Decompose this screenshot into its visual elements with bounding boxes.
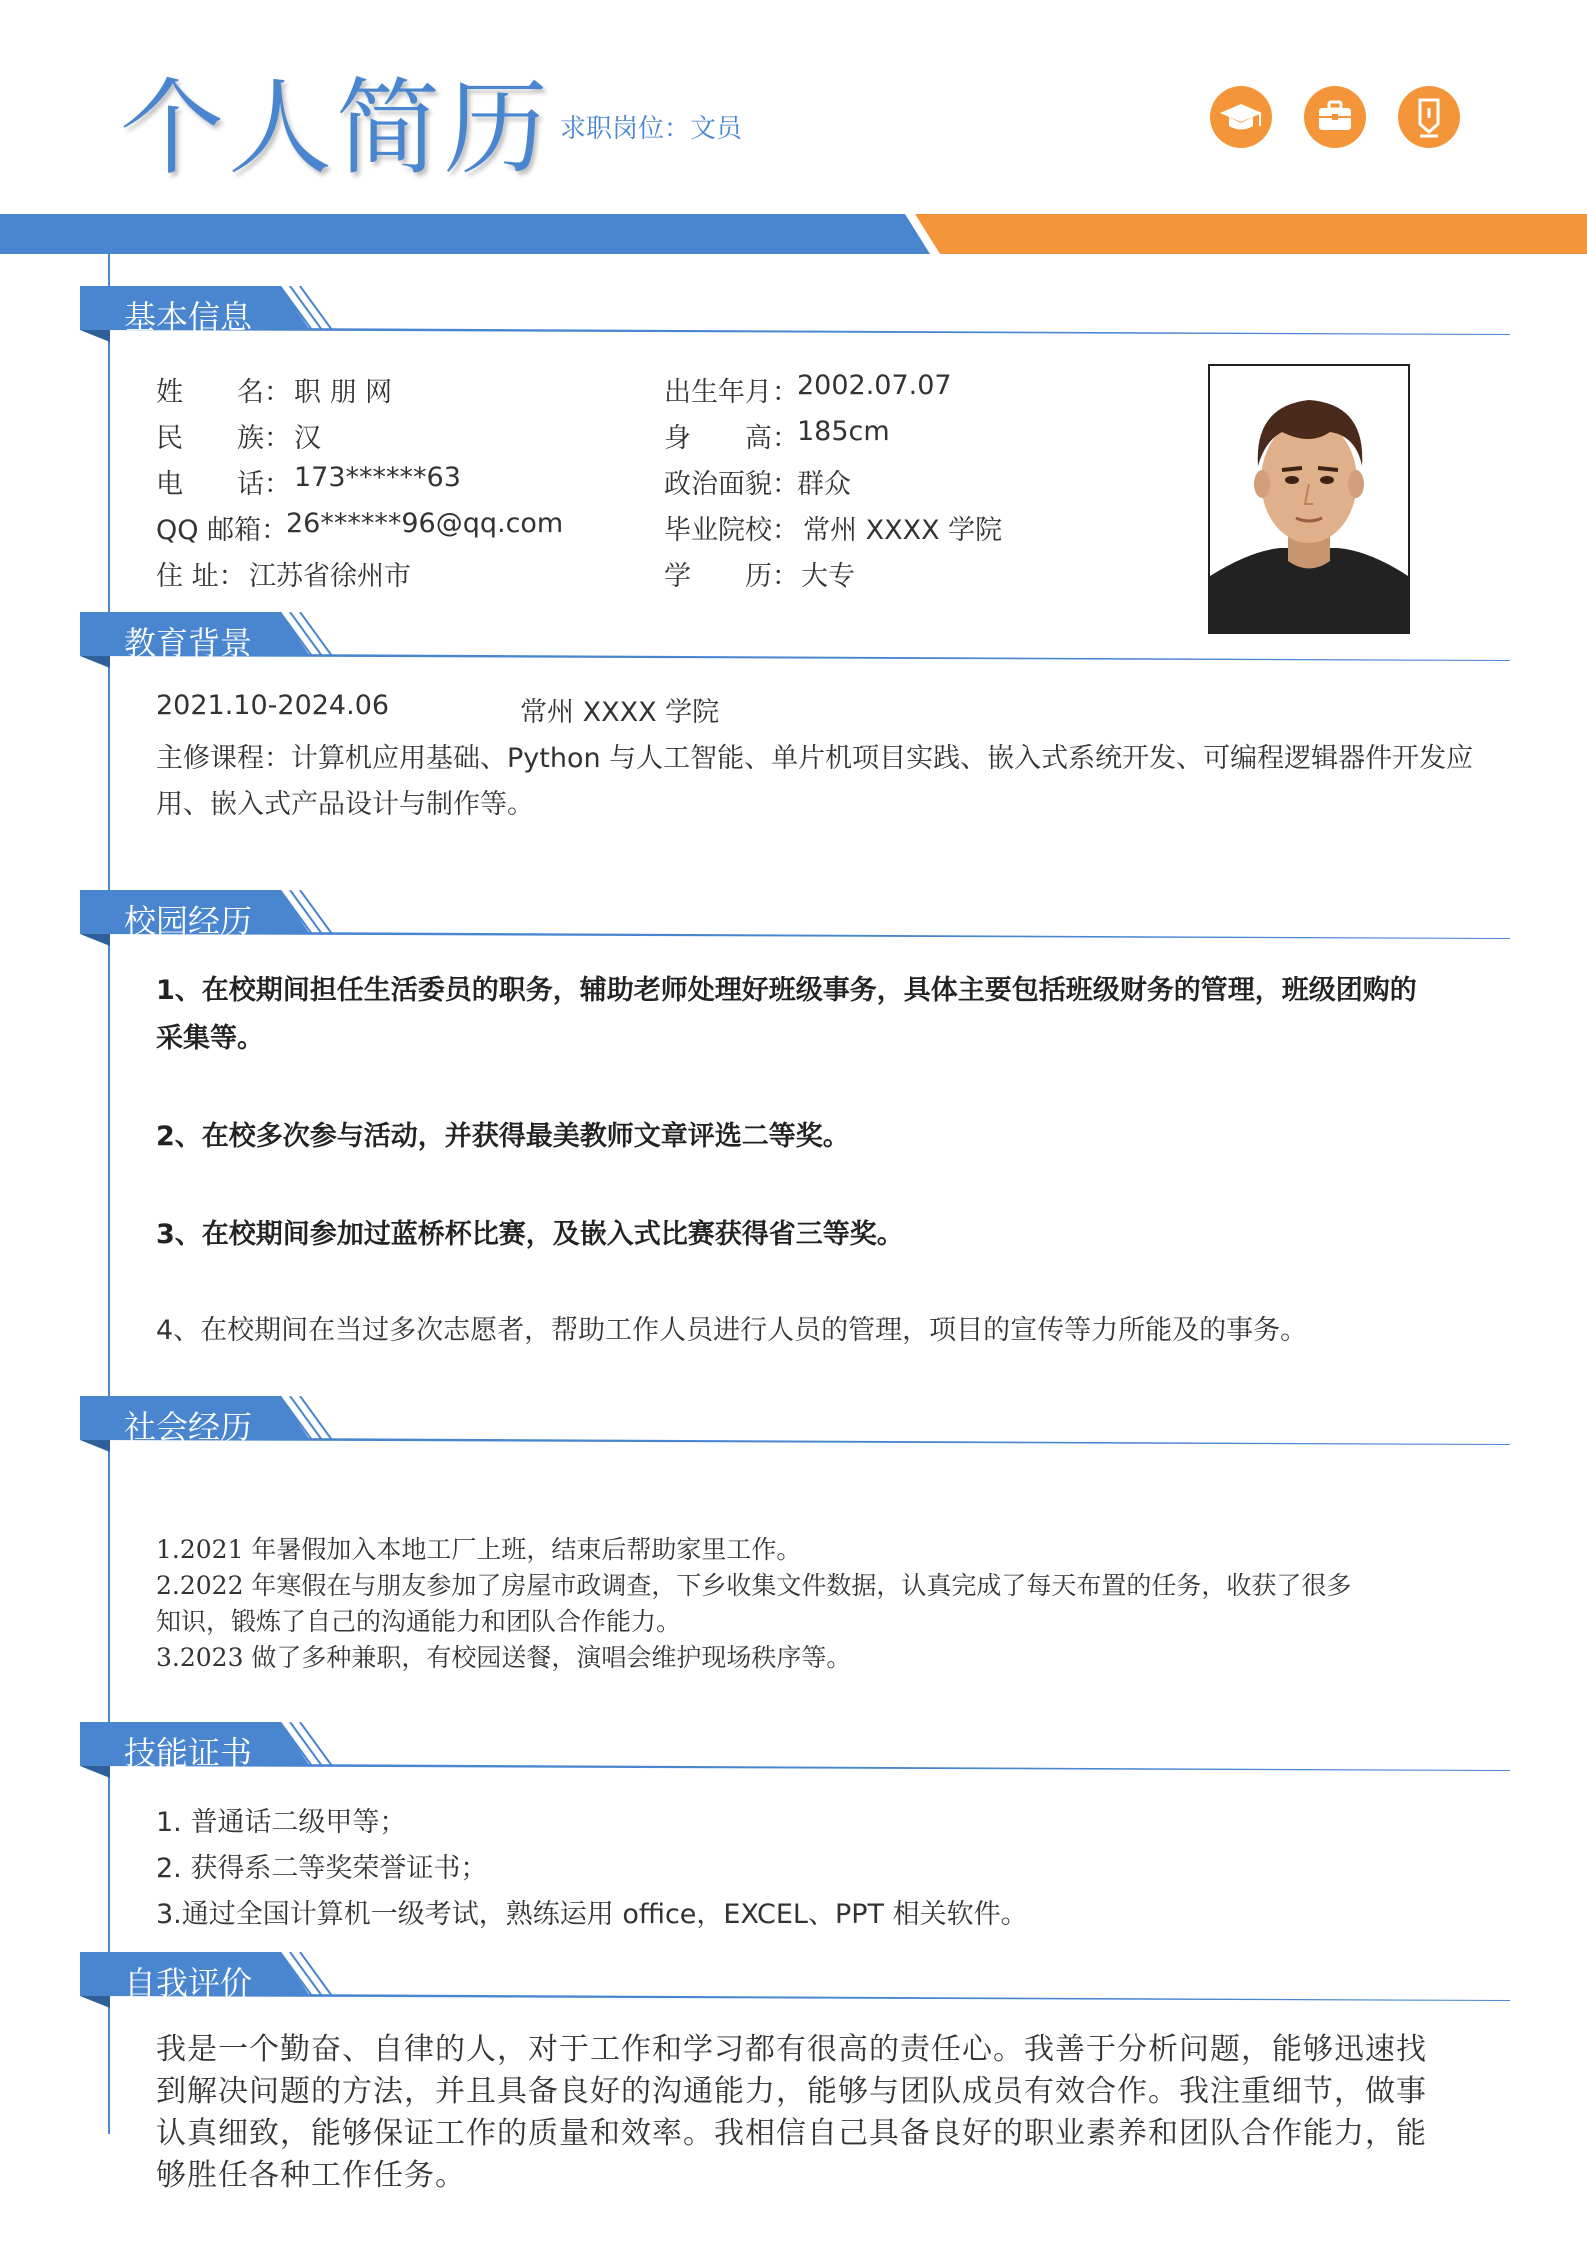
ethnicity-value: 汉	[294, 423, 321, 454]
job-position: 求职岗位：文员	[560, 114, 743, 144]
self-line-1: 我是一个勤奋、自律的人，对于工作和学习都有很高的责任心。我善于分析问题，能够迅速找	[156, 2032, 1427, 2067]
skills-item-2: 2. 获得系二等奖荣誉证书；	[156, 1853, 488, 1884]
name-label: 姓 名：	[156, 377, 291, 408]
profile-photo	[1208, 364, 1410, 634]
school-label: 毕业院校：	[664, 515, 799, 546]
phone-value: 173******63	[294, 462, 461, 493]
name-value: 职 朋 网	[294, 377, 393, 408]
ethnicity-label: 民 族：	[156, 423, 291, 454]
education-courses-line2: 用、嵌入式产品设计与制作等。	[156, 789, 534, 820]
graduation-cap-icon	[1210, 86, 1272, 148]
address-label: 住 址：	[156, 561, 246, 592]
section-header-education	[80, 612, 1510, 682]
phone-label: 电 话：	[156, 469, 291, 500]
section-header-social	[80, 1396, 1510, 1466]
briefcase-icon	[1304, 86, 1366, 148]
degree-value: 大专	[801, 561, 855, 592]
campus-item-4: 4、在校期间在当过多次志愿者，帮助工作人员进行人员的管理，项目的宣传等力所能及的事务。	[156, 1315, 1308, 1346]
section-title: 技能证书	[124, 1734, 253, 1772]
section-title: 教育背景	[124, 624, 253, 662]
education-courses-line1: 主修课程：计算机应用基础、Python 与人工智能、单片机项目实践、嵌入式系统开发、可编程逻辑器件开发应	[156, 743, 1474, 774]
social-item-2-line1: 2.2022 年寒假在与朋友参加了房屋市政调查，下乡收集文件数据，认真完成了每天布置的任务，收获了很多	[156, 1571, 1352, 1600]
email-label: QQ 邮箱：	[156, 515, 289, 546]
birth-label: 出生年月：	[664, 377, 799, 408]
campus-item-2: 2、在校多次参与活动，并获得最美教师文章评选二等奖。	[156, 1121, 850, 1152]
section-header-self-evaluation	[80, 1952, 1510, 2022]
skills-item-1: 1. 普通话二级甲等；	[156, 1807, 407, 1838]
degree-label: 学 历：	[664, 561, 799, 592]
campus-item-1-line1: 1、在校期间担任生活委员的职务，辅助老师处理好班级事务，具体主要包括班级财务的管理，班级团购的	[156, 975, 1417, 1006]
campus-item-1-line2: 采集等。	[156, 1023, 264, 1054]
section-title: 自我评价	[124, 1964, 253, 2002]
self-line-4: 够胜任各种工作任务。	[156, 2158, 466, 2193]
education-school: 常州 XXXX 学院	[520, 697, 720, 728]
height-value: 185cm	[797, 416, 890, 447]
section-title: 校园经历	[124, 902, 253, 940]
section-title: 基本信息	[124, 298, 253, 336]
social-item-3: 3.2023 做了多种兼职，有校园送餐，演唱会维护现场秩序等。	[156, 1643, 852, 1672]
birth-value: 2002.07.07	[797, 370, 952, 401]
social-item-1: 1.2021 年暑假加入本地工厂上班，结束后帮助家里工作。	[156, 1535, 802, 1564]
address-value: 江苏省徐州市	[249, 561, 411, 592]
education-period: 2021.10-2024.06	[156, 690, 390, 721]
email-value: 26******96@qq.com	[286, 508, 564, 539]
section-title: 社会经历	[124, 1408, 253, 1446]
self-line-2: 到解决问题的方法，并且具备良好的沟通能力，能够与团队成员有效合作。我注重细节，做事	[156, 2074, 1427, 2109]
badge-icon	[1398, 86, 1460, 148]
resume-title: 个人简历	[120, 67, 553, 189]
height-label: 身 高：	[664, 423, 799, 454]
school-value: 常州 XXXX 学院	[803, 515, 1003, 546]
politics-label: 政治面貌：	[664, 469, 799, 500]
politics-value: 群众	[797, 469, 851, 500]
header-band	[0, 214, 1587, 254]
self-line-3: 认真细致，能够保证工作的质量和效率。我相信自己具备良好的职业素养和团队合作能力，能	[156, 2116, 1427, 2151]
section-header-campus	[80, 890, 1510, 960]
timeline-line	[108, 254, 110, 2134]
section-header-skills	[80, 1722, 1510, 1792]
section-header-basic-info	[80, 286, 1510, 356]
skills-item-3: 3.通过全国计算机一级考试，熟练运用 office，EXCEL、PPT 相关软件。	[156, 1899, 1028, 1930]
campus-item-3: 3、在校期间参加过蓝桥杯比赛，及嵌入式比赛获得省三等奖。	[156, 1219, 904, 1250]
social-item-2-line2: 知识，锻炼了自己的沟通能力和团队合作能力。	[156, 1607, 682, 1636]
